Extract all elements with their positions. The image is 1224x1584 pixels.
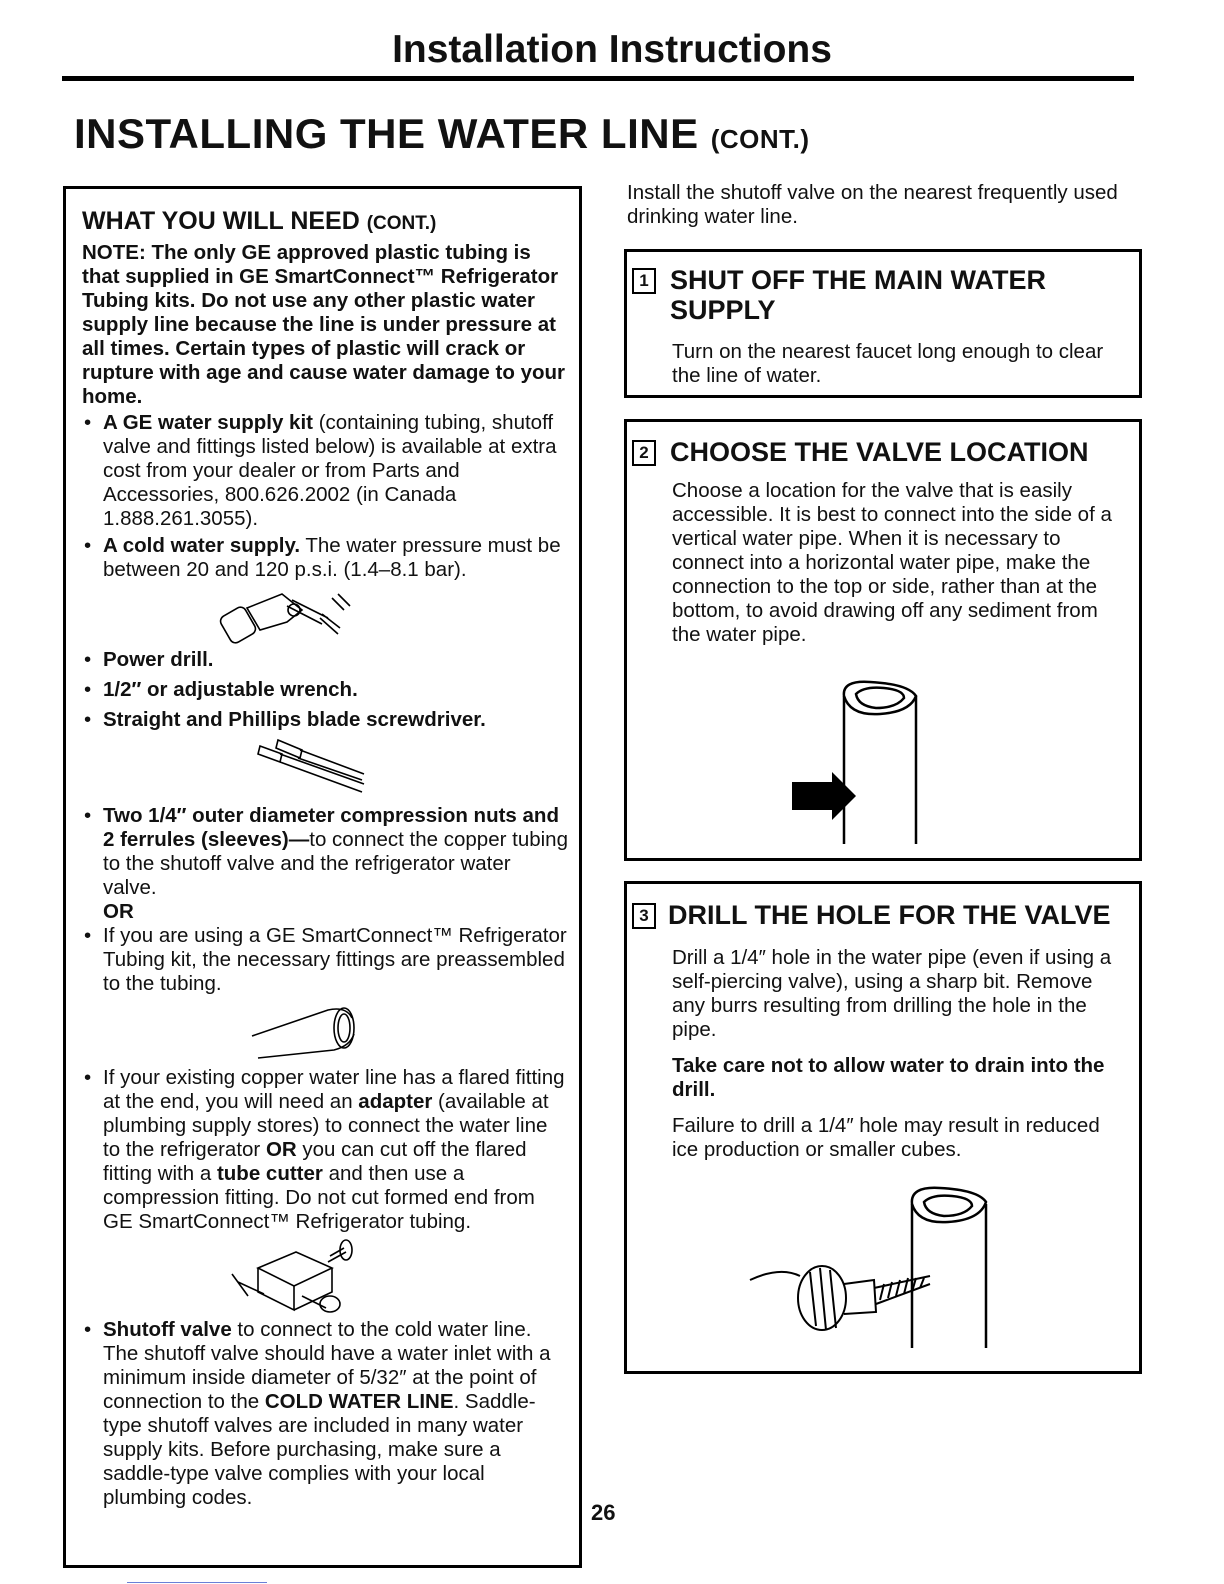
header-rule [62,76,1134,81]
what-you-need-heading [82,206,568,239]
list-item-power-drill [82,648,568,672]
heading-suffix: (CONT.) [366,213,437,234]
step-3-body [672,946,1122,1162]
flared-fitting-figure [82,996,568,1066]
shutoff-valve-figure [82,1234,568,1318]
shutoff-valve-icon [82,1238,568,1322]
nuts-bold: Two 1/4″ outer diameter compression nuts and 2 ferrules (sleeves)— [103,804,559,851]
what-you-need-content [82,206,568,1510]
compression-nuts-figure [82,732,568,804]
valve-text-1: to connect to the cold water line. The shutoff valve should have a water inlet with a minimum inside diameter of 5/32″ at the point of connection to the [103,1318,551,1413]
or-label: OR [103,900,134,923]
section-title-suffix: (CONT.) [710,124,810,154]
nuts-text: to connect the copper tubing to the shutoff valve and the refrigerator water valve. [103,828,568,899]
wrench-text: 1/2″ or adjustable wrench. [103,678,358,701]
kit-text: (containing tubing, shutoff valve and fittings listed below) is available at extra cost from your dealer or from Parts and Accessories, 800.626.2002 (in Canada 1.888.261.3055). [103,411,557,530]
step-2-number: 2 [632,440,656,466]
flared-text-1: If your existing copper water line has a flared fitting at the end, you will need an [103,1066,565,1113]
list-item-compression-nuts [82,804,568,900]
heading-text: WHAT YOU WILL NEED [82,207,360,235]
drill-text: Power drill. [103,648,214,671]
cold-bold: A cold water supply. [103,534,301,557]
flared-text-2: (available at plumbing supply stores) to connect the water line to the refrigerator [103,1090,549,1161]
step-2-title: CHOOSE THE VALVE LOCATION [670,437,1089,467]
list-item-shutoff-valve [82,1318,568,1510]
list-item-flared-fitting [82,1066,568,1234]
step-1-title [670,265,1046,325]
flared-adapter: adapter [358,1090,433,1113]
step-3-warning: Take care not to allow water to drain into the drill. [672,1054,1105,1101]
flared-text-4: and then use a compression fitting. Do not cut formed end from GE SmartConnect™ Refrigerator tubing. [103,1162,535,1233]
step-1-body: Turn on the nearest faucet long enough to clear the line of water. [672,340,1104,387]
flared-text-3: you can cut off the flared fitting with a [103,1138,527,1185]
screwdriver-text: Straight and Phillips blade screwdriver. [103,708,486,731]
list-item-water-kit [82,411,568,531]
section-title-text: INSTALLING THE WATER LINE [74,110,699,157]
flared-or: OR [265,1138,297,1161]
valve-cold: COLD WATER LINE [264,1390,454,1413]
valve-bold: Shutoff valve [103,1318,232,1341]
cold-text: The water pressure must be between 20 and 120 p.s.i. (1.4–8.1 bar). [103,534,561,581]
page-header-title: Installation Instructions [392,28,832,71]
step-3-title: DRILL THE HOLE FOR THE VALVE [668,900,1111,930]
step-1-title-line-2: SUPPLY [670,295,776,325]
step-3-number: 3 [632,903,656,929]
step-1-number: 1 [632,268,656,294]
valve-text-2: . Saddle-type shutoff valves are included in many water supply kits. Before purchasing, make sure a saddle-type valve complies with your local plumbing codes. [103,1390,536,1509]
tubing-note: NOTE: The only GE approved plastic tubing is that supplied in GE SmartConnect™ Refrigerator Tubing kits. Do not use any other plastic water supply line because the line is under pressure at all times. Certain types of plastic will crack or rupture with age and cause water damage to your home. [82,241,566,408]
list-item-smartconnect [82,924,568,996]
smartconnect-text: If you are using a GE SmartConnect™ Refrigerator Tubing kit, the necessary fittings are preassembled to the tubing. [103,924,567,995]
drill-figure [82,582,568,648]
step-3-failure-note: Failure to drill a 1/4″ hole may result in reduced ice production or smaller cubes. [672,1114,1100,1161]
vertical-pipe-icon [780,672,940,850]
list-item-cold-supply [82,534,568,582]
flared-fitting-icon [82,996,568,1066]
drill-into-pipe-icon [740,1180,1020,1360]
section-title [74,110,810,158]
step-2-body: Choose a location for the valve that is easily accessible. It is best to connect into the side of a vertical water pipe. When it is necessary to connect into a horizontal water pipe, make the connection to the top or side, rather than at the bottom, to avoid drawing off any sediment from the water pipe. [672,479,1112,646]
intro-text: Install the shutoff valve on the nearest frequently used drinking water line. [627,181,1118,228]
flared-cutter: tube cutter [216,1162,323,1185]
page-number: 26 [591,1500,616,1525]
compression-nuts-icon [82,732,568,804]
step-3-instructions: Drill a 1/4″ hole in the water pipe (even if using a self-piercing valve), using a sharp bit. Remove any burrs resulting from drilling the hole in the pipe. [672,946,1112,1041]
list-item-wrench [82,678,568,702]
footer-line [127,1582,267,1583]
step-1-title-line-1: SHUT OFF THE MAIN WATER [670,265,1046,295]
list-item-screwdriver [82,708,568,732]
kit-bold: A GE water supply kit [103,411,313,434]
